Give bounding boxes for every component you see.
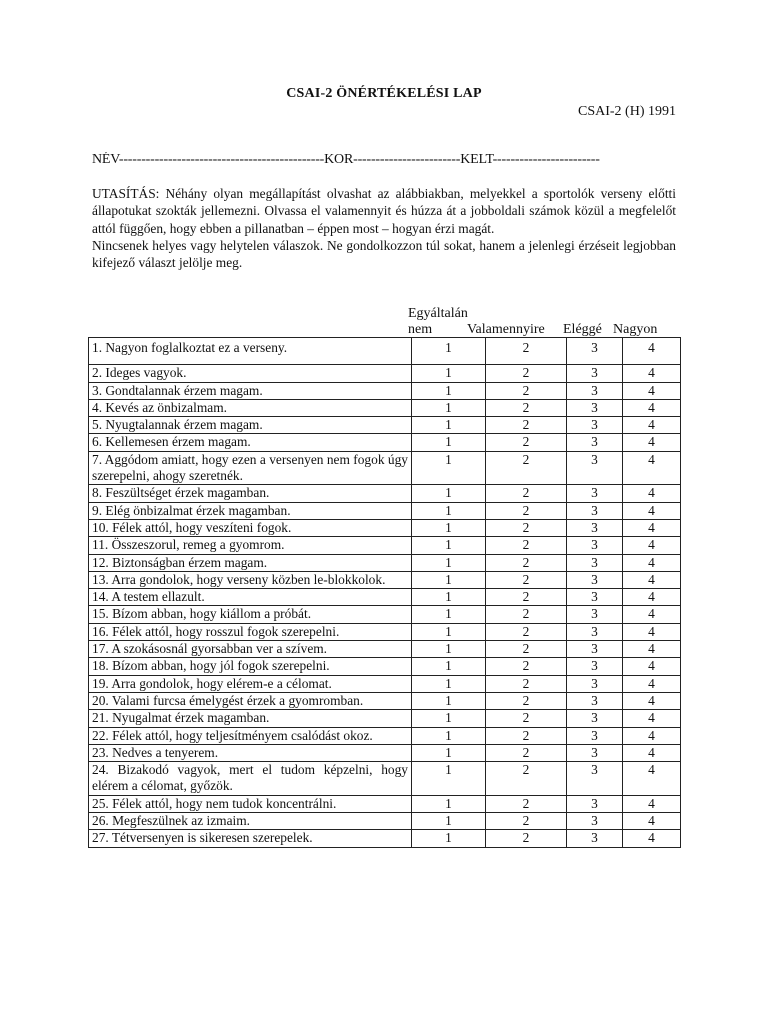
- rating-option-3[interactable]: 3: [567, 606, 623, 623]
- rating-option-1[interactable]: 1: [412, 382, 486, 399]
- rating-option-3[interactable]: 3: [567, 451, 623, 485]
- rating-option-2[interactable]: 2: [486, 762, 567, 796]
- rating-option-4[interactable]: 4: [623, 658, 681, 675]
- rating-option-4[interactable]: 4: [623, 451, 681, 485]
- rating-option-4[interactable]: 4: [623, 727, 681, 744]
- table-row: [89, 658, 681, 675]
- rating-option-3[interactable]: 3: [567, 485, 623, 502]
- rating-option-2[interactable]: 2: [486, 675, 567, 692]
- rating-option-2[interactable]: 2: [486, 692, 567, 709]
- rating-option-1[interactable]: 1: [412, 571, 486, 588]
- rating-option-2[interactable]: 2: [486, 417, 567, 434]
- item-statement: 1. Nagyon foglalkoztat ez a verseny.: [89, 338, 412, 365]
- rating-option-1[interactable]: 1: [412, 795, 486, 812]
- rating-option-4[interactable]: 4: [623, 382, 681, 399]
- rating-option-2[interactable]: 2: [486, 485, 567, 502]
- rating-option-3[interactable]: 3: [567, 571, 623, 588]
- rating-option-1[interactable]: 1: [412, 451, 486, 485]
- name-age-date-line[interactable]: NÉV----------------------------------------------KOR------------------------KELT------------------------: [92, 152, 600, 167]
- item-statement: 5. Nyugtalannak érzem magam.: [89, 417, 412, 434]
- rating-option-3[interactable]: 3: [567, 727, 623, 744]
- table-row: [89, 399, 681, 416]
- rating-option-3[interactable]: 3: [567, 554, 623, 571]
- rating-option-2[interactable]: 2: [486, 451, 567, 485]
- scale-header-not-at-all-line1: Egyáltalán: [408, 306, 468, 321]
- table-row: [89, 762, 681, 796]
- item-statement: 27. Tétversenyen is sikeresen szerepelek.: [89, 830, 412, 847]
- table-row: [89, 623, 681, 640]
- rating-option-2[interactable]: 2: [486, 537, 567, 554]
- item-statement: 16. Félek attól, hogy rosszul fogok szerepelni.: [89, 623, 412, 640]
- table-row: [89, 675, 681, 692]
- rating-option-1[interactable]: 1: [412, 485, 486, 502]
- rating-option-4[interactable]: 4: [623, 744, 681, 761]
- rating-option-4[interactable]: 4: [623, 692, 681, 709]
- table-row: [89, 589, 681, 606]
- rating-option-3[interactable]: 3: [567, 589, 623, 606]
- instructions-paragraph-2: Nincsenek helyes vagy helytelen válaszok. Ne gondolkozzon túl sokat, hanem a jelenlegi érzéseit legjobban kifejező választ jelölje meg.: [92, 237, 676, 271]
- rating-option-4[interactable]: 4: [623, 830, 681, 847]
- table-row: [89, 571, 681, 588]
- table-row: [89, 537, 681, 554]
- rating-option-1[interactable]: 1: [412, 658, 486, 675]
- rating-option-3[interactable]: 3: [567, 830, 623, 847]
- rating-option-2[interactable]: 2: [486, 641, 567, 658]
- item-statement: 26. Megfeszülnek az izmaim.: [89, 813, 412, 830]
- table-row: [89, 744, 681, 761]
- rating-option-3[interactable]: 3: [567, 434, 623, 451]
- rating-option-3[interactable]: 3: [567, 623, 623, 640]
- item-statement: 11. Összeszorul, remeg a gyomrom.: [89, 537, 412, 554]
- rating-option-3[interactable]: 3: [567, 382, 623, 399]
- scale-header-not-at-all-line2: nem: [408, 322, 433, 337]
- table-row: [89, 502, 681, 519]
- rating-option-4[interactable]: 4: [623, 502, 681, 519]
- rating-option-1[interactable]: 1: [412, 830, 486, 847]
- rating-option-2[interactable]: 2: [486, 382, 567, 399]
- rating-option-4[interactable]: 4: [623, 795, 681, 812]
- rating-option-3[interactable]: 3: [567, 762, 623, 796]
- rating-option-2[interactable]: 2: [486, 658, 567, 675]
- rating-option-4[interactable]: 4: [623, 519, 681, 536]
- item-statement: 9. Elég önbizalmat érzek magamban.: [89, 502, 412, 519]
- table-row: [89, 710, 681, 727]
- rating-option-4[interactable]: 4: [623, 434, 681, 451]
- rating-option-4[interactable]: 4: [623, 399, 681, 416]
- scale-header-moderately: Eléggé: [563, 322, 602, 337]
- table-row: [89, 813, 681, 830]
- rating-option-4[interactable]: 4: [623, 762, 681, 796]
- rating-option-2[interactable]: 2: [486, 502, 567, 519]
- item-statement: 20. Valami furcsa émelygést érzek a gyomromban.: [89, 692, 412, 709]
- rating-option-2[interactable]: 2: [486, 813, 567, 830]
- form-code: CSAI-2 (H) 1991: [578, 104, 676, 119]
- item-statement: 25. Félek attól, hogy nem tudok koncentrálni.: [89, 795, 412, 812]
- table-row: [89, 641, 681, 658]
- rating-option-3[interactable]: 3: [567, 502, 623, 519]
- rating-option-3[interactable]: 3: [567, 417, 623, 434]
- rating-option-1[interactable]: 1: [412, 502, 486, 519]
- item-statement: 22. Félek attól, hogy teljesítményem csalódást okoz.: [89, 727, 412, 744]
- rating-option-1[interactable]: 1: [412, 692, 486, 709]
- rating-option-4[interactable]: 4: [623, 606, 681, 623]
- rating-option-2[interactable]: 2: [486, 830, 567, 847]
- scale-header-very-much: Nagyon: [613, 322, 658, 337]
- rating-option-4[interactable]: 4: [623, 554, 681, 571]
- rating-option-2[interactable]: 2: [486, 606, 567, 623]
- document-title: CSAI-2 ÖNÉRTÉKELÉSI LAP: [286, 86, 482, 101]
- item-statement: 7. Aggódom amiatt, hogy ezen a versenyen nem fogok úgy szerepelni, ahogy szeretnék.: [89, 451, 412, 485]
- rating-option-3[interactable]: 3: [567, 744, 623, 761]
- table-row: [89, 434, 681, 451]
- table-row: [89, 606, 681, 623]
- rating-option-1[interactable]: 1: [412, 744, 486, 761]
- rating-option-2[interactable]: 2: [486, 589, 567, 606]
- table-row: [89, 451, 681, 485]
- rating-option-4[interactable]: 4: [623, 675, 681, 692]
- item-statement: 4. Kevés az önbizalmam.: [89, 399, 412, 416]
- rating-option-3[interactable]: 3: [567, 710, 623, 727]
- item-statement: 18. Bízom abban, hogy jól fogok szerepelni.: [89, 658, 412, 675]
- item-statement: 13. Arra gondolok, hogy verseny közben le-blokkolok.: [89, 571, 412, 588]
- table-row: [89, 727, 681, 744]
- rating-option-3[interactable]: 3: [567, 399, 623, 416]
- rating-option-1[interactable]: 1: [412, 554, 486, 571]
- item-statement: 19. Arra gondolok, hogy elérem-e a célomat.: [89, 675, 412, 692]
- rating-option-2[interactable]: 2: [486, 795, 567, 812]
- item-statement: 12. Biztonságban érzem magam.: [89, 554, 412, 571]
- rating-option-1[interactable]: 1: [412, 417, 486, 434]
- rating-option-1[interactable]: 1: [412, 434, 486, 451]
- rating-option-3[interactable]: 3: [567, 519, 623, 536]
- rating-option-2[interactable]: 2: [486, 727, 567, 744]
- rating-option-1[interactable]: 1: [412, 519, 486, 536]
- rating-option-1[interactable]: 1: [412, 710, 486, 727]
- item-statement: 14. A testem ellazult.: [89, 589, 412, 606]
- rating-option-3[interactable]: 3: [567, 658, 623, 675]
- scale-header-somewhat: Valamennyire: [467, 322, 545, 337]
- rating-option-4[interactable]: 4: [623, 537, 681, 554]
- rating-option-3[interactable]: 3: [567, 537, 623, 554]
- rating-option-2[interactable]: 2: [486, 338, 567, 365]
- rating-option-3[interactable]: 3: [567, 641, 623, 658]
- rating-option-3[interactable]: 3: [567, 692, 623, 709]
- rating-option-1[interactable]: 1: [412, 623, 486, 640]
- rating-option-2[interactable]: 2: [486, 519, 567, 536]
- table-row: [89, 554, 681, 571]
- item-statement: 23. Nedves a tenyerem.: [89, 744, 412, 761]
- rating-option-2[interactable]: 2: [486, 710, 567, 727]
- rating-option-3[interactable]: 3: [567, 813, 623, 830]
- table-row: [89, 365, 681, 382]
- rating-option-1[interactable]: 1: [412, 762, 486, 796]
- rating-option-4[interactable]: 4: [623, 813, 681, 830]
- rating-option-2[interactable]: 2: [486, 365, 567, 382]
- rating-option-4[interactable]: 4: [623, 571, 681, 588]
- rating-option-2[interactable]: 2: [486, 623, 567, 640]
- rating-option-2[interactable]: 2: [486, 571, 567, 588]
- rating-option-3[interactable]: 3: [567, 795, 623, 812]
- instructions-paragraph-1: UTASÍTÁS: Néhány olyan megállapítást olvashat az alábbiakban, melyekkel a sportolók verseny előtti állapotukat szokták jellemezni. Olvassa el valamennyit és húzza át a jobboldali számok közül a megfelelőt attól függően, hogy ebben a pillanatban – éppen most – hogyan érzi magát.: [92, 186, 676, 236]
- table-row: [89, 519, 681, 536]
- table-row: [89, 382, 681, 399]
- table-row: [89, 795, 681, 812]
- rating-option-4[interactable]: 4: [623, 485, 681, 502]
- rating-option-2[interactable]: 2: [486, 434, 567, 451]
- item-statement: 3. Gondtalannak érzem magam.: [89, 382, 412, 399]
- item-statement: 17. A szokásosnál gyorsabban ver a szívem.: [89, 641, 412, 658]
- rating-option-2[interactable]: 2: [486, 744, 567, 761]
- rating-option-1[interactable]: 1: [412, 606, 486, 623]
- rating-option-1[interactable]: 1: [412, 813, 486, 830]
- table-row: [89, 830, 681, 847]
- rating-option-1[interactable]: 1: [412, 537, 486, 554]
- rating-option-1[interactable]: 1: [412, 675, 486, 692]
- rating-option-1[interactable]: 1: [412, 727, 486, 744]
- rating-option-2[interactable]: 2: [486, 399, 567, 416]
- rating-option-4[interactable]: 4: [623, 710, 681, 727]
- rating-option-3[interactable]: 3: [567, 365, 623, 382]
- rating-option-2[interactable]: 2: [486, 554, 567, 571]
- rating-option-4[interactable]: 4: [623, 641, 681, 658]
- rating-option-4[interactable]: 4: [623, 623, 681, 640]
- rating-option-1[interactable]: 1: [412, 338, 486, 365]
- rating-option-4[interactable]: 4: [623, 365, 681, 382]
- item-statement: 8. Feszültséget érzek magamban.: [89, 485, 412, 502]
- rating-option-1[interactable]: 1: [412, 365, 486, 382]
- table-row: [89, 692, 681, 709]
- table-row: [89, 417, 681, 434]
- table-row: [89, 485, 681, 502]
- rating-option-1[interactable]: 1: [412, 589, 486, 606]
- rating-option-1[interactable]: 1: [412, 641, 486, 658]
- questionnaire-table: [88, 337, 681, 848]
- rating-option-1[interactable]: 1: [412, 399, 486, 416]
- rating-option-4[interactable]: 4: [623, 338, 681, 365]
- rating-option-4[interactable]: 4: [623, 589, 681, 606]
- table-row: [89, 338, 681, 365]
- rating-option-3[interactable]: 3: [567, 675, 623, 692]
- rating-option-4[interactable]: 4: [623, 417, 681, 434]
- item-statement: 24. Bizakodó vagyok, mert el tudom képzelni, hogy elérem a célomat, győzök.: [89, 762, 412, 796]
- item-statement: 15. Bízom abban, hogy kiállom a próbát.: [89, 606, 412, 623]
- instructions: [92, 185, 676, 271]
- item-statement: 21. Nyugalmat érzek magamban.: [89, 710, 412, 727]
- item-statement: 10. Félek attól, hogy veszíteni fogok.: [89, 519, 412, 536]
- item-statement: 2. Ideges vagyok.: [89, 365, 412, 382]
- item-statement: 6. Kellemesen érzem magam.: [89, 434, 412, 451]
- rating-option-3[interactable]: 3: [567, 338, 623, 365]
